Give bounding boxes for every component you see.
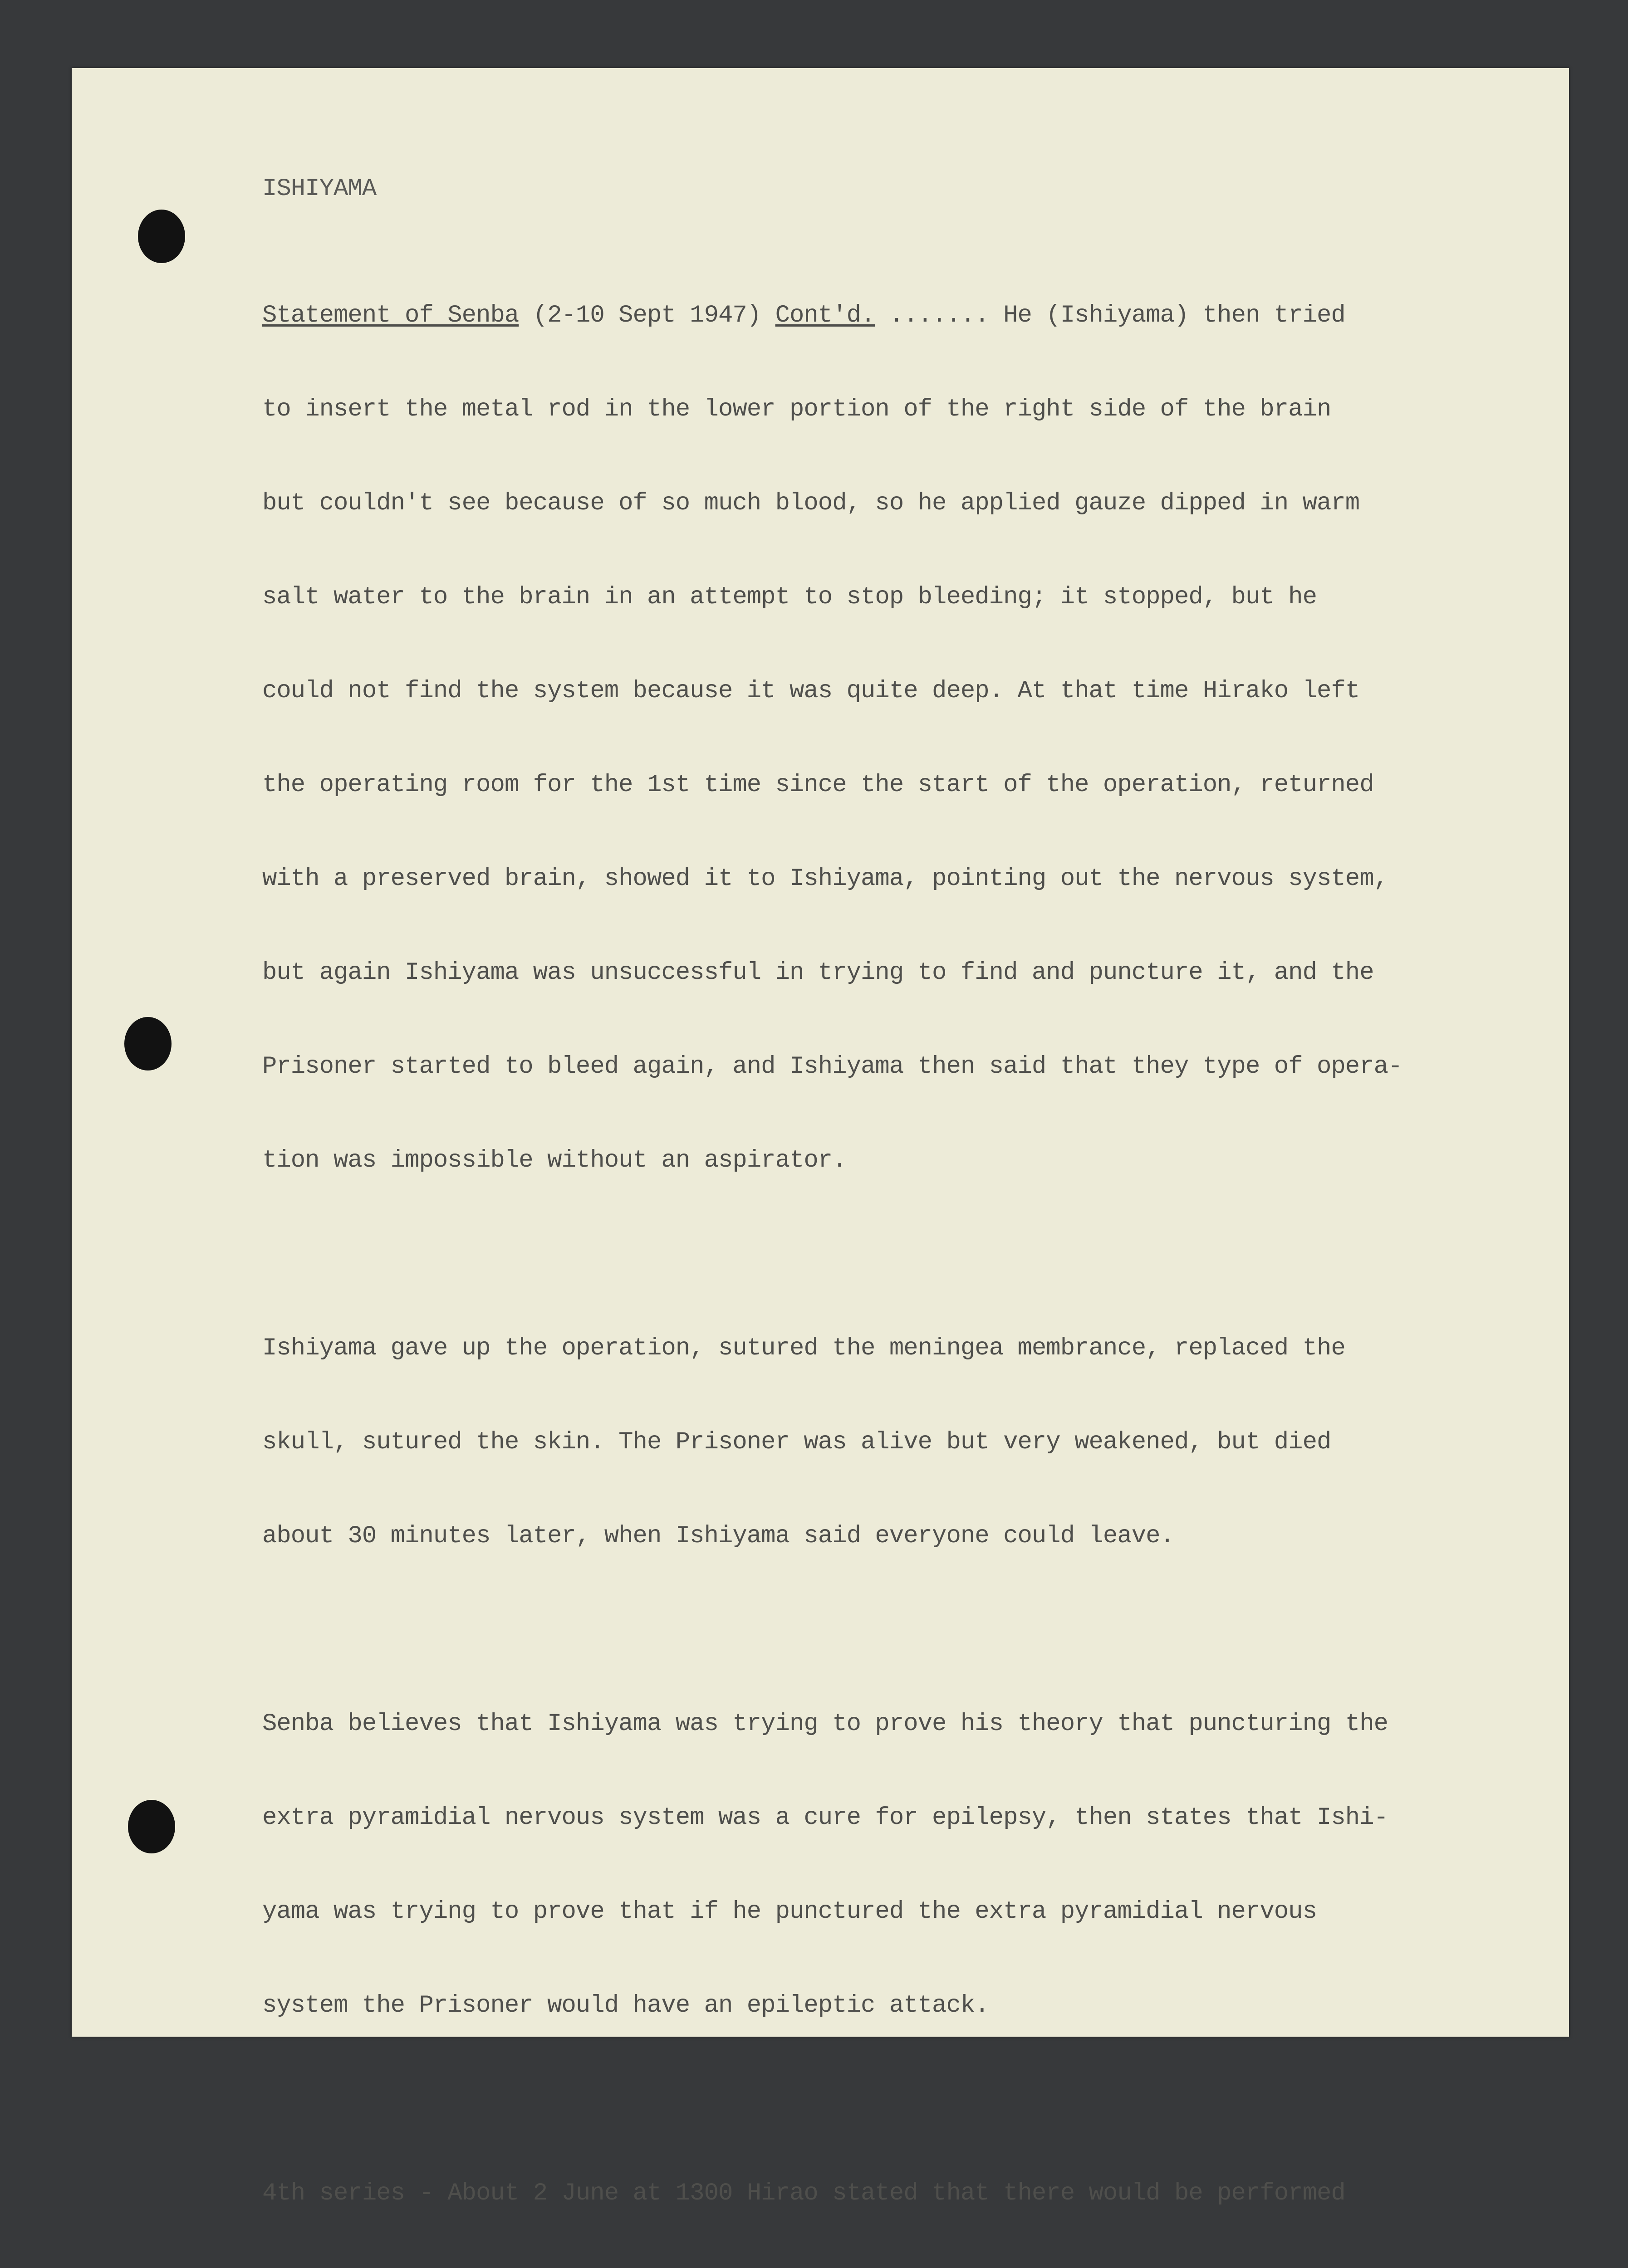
first-line-rest: ....... He (Ishiyama) then tried (875, 302, 1345, 329)
text-line: yama was trying to prove that if he punctured the extra pyramidial nervous (262, 1898, 1317, 1926)
text-line: system the Prisoner would have an epileptic attack. (262, 1992, 989, 2019)
text-line: extra pyramidial nervous system was a cure for epilepsy, then states that Ishi- (262, 1804, 1388, 1832)
paragraph-theory (262, 1646, 1587, 2084)
paragraph-statement-contd (262, 237, 1587, 1239)
text-line: Senba believes that Ishiyama was trying to prove his theory that puncturing the (262, 1710, 1388, 1738)
text-line: could not find the system because it was quite deep. At that time Hirako left (262, 677, 1360, 705)
document-body (262, 173, 1587, 2268)
paragraph-4th-series (262, 2115, 1587, 2268)
text-line: Ishiyama gave up the operation, sutured the meningea membrance, replaced the (262, 1334, 1345, 1362)
paragraph-first-line (262, 300, 1587, 331)
document-header: ISHIYAMA (262, 175, 377, 203)
text-line: but again Ishiyama was unsuccessful in trying to find and puncture it, and the (262, 959, 1374, 987)
text-line: salt water to the brain in an attempt to stop bleeding; it stopped, but he (262, 583, 1317, 611)
text-line: about 30 minutes later, when Ishiyama said everyone could leave. (262, 1522, 1174, 1550)
text-line: with a preserved brain, showed it to Ishiyama, pointing out the nervous system, (262, 865, 1388, 893)
paragraph-operation-end (262, 1270, 1587, 1614)
contd-label: Cont'd. (775, 302, 875, 329)
text-line: the operating room for the 1st time since the start of the operation, returned (262, 771, 1374, 799)
punch-hole-bottom (128, 1800, 175, 1853)
document-page (72, 68, 1569, 2207)
text-line: to insert the metal rod in the lower portion of the right side of the brain (262, 396, 1331, 423)
text-line: skull, sutured the skin. The Prisoner was alive but very weakened, but died (262, 1428, 1331, 1456)
text-line: Prisoner started to bleed again, and Ishiyama then said that they type of opera- (262, 1053, 1402, 1080)
statement-date: (2-10 Sept 1947) (519, 302, 775, 329)
text-line: tion was impossible without an aspirator. (262, 1147, 847, 1174)
text-line: but couldn't see because of so much blood, so he applied gauze dipped in warm (262, 489, 1360, 517)
punch-hole-middle (124, 1017, 172, 1070)
punch-hole-top (138, 210, 185, 263)
statement-title: Statement of Senba (262, 302, 519, 329)
text-line: 4th series - About 2 June at 1300 Hirao stated that there would be performed (262, 2180, 1345, 2207)
